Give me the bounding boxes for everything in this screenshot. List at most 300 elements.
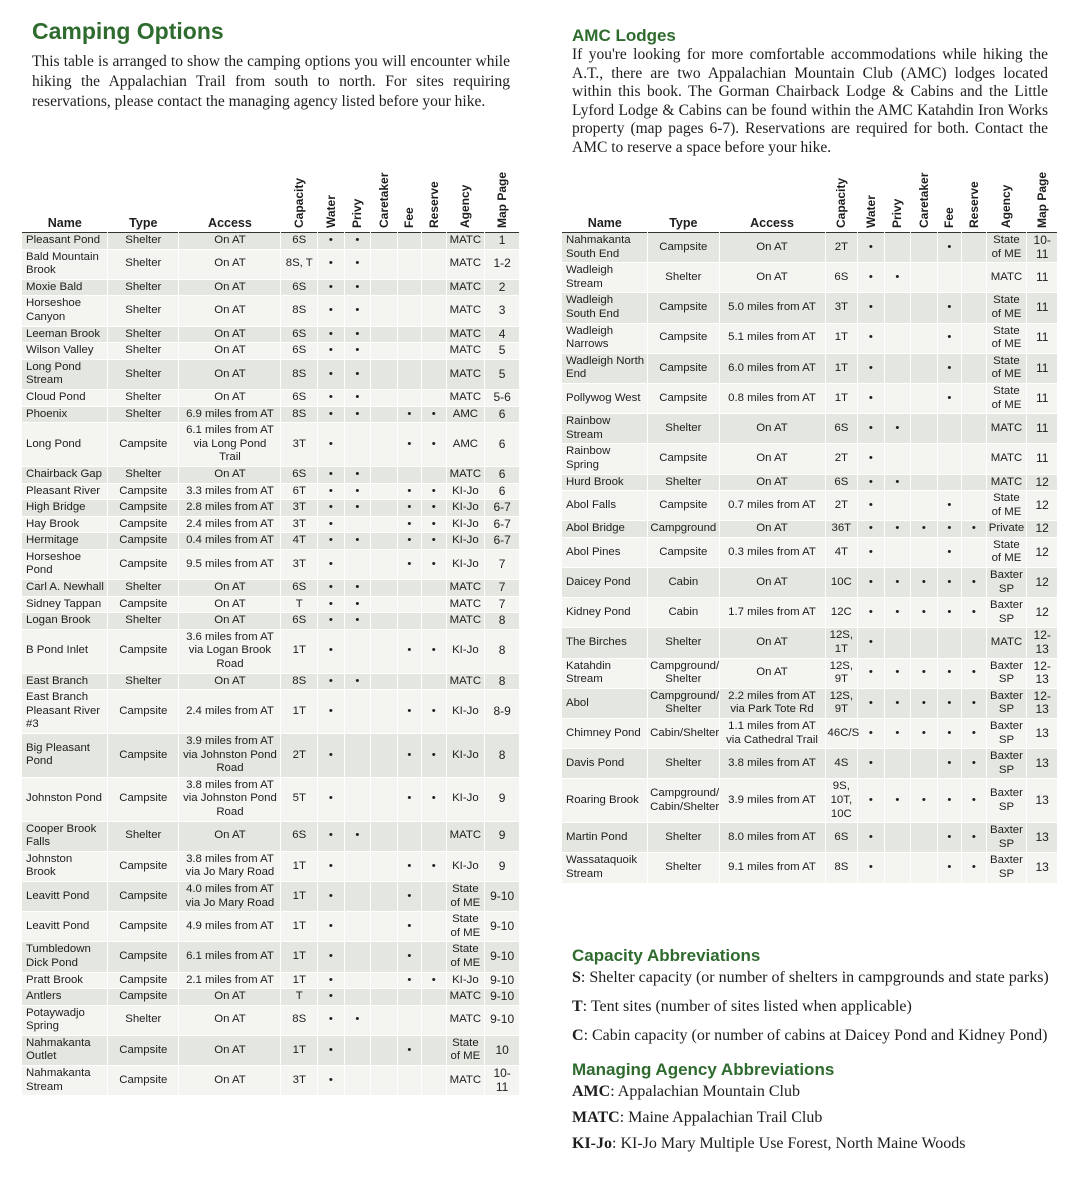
lodges-heading: AMC Lodges bbox=[572, 26, 676, 45]
cell-caretaker bbox=[911, 383, 938, 413]
cell-privy bbox=[344, 629, 371, 673]
cell-fee bbox=[937, 263, 961, 293]
cell-capacity: 6S bbox=[825, 263, 858, 293]
cell-fee: • bbox=[397, 423, 421, 467]
cell-reserve bbox=[422, 942, 446, 972]
cell-water: • bbox=[858, 568, 885, 598]
cell-water: • bbox=[858, 779, 885, 823]
cell-fee: • bbox=[937, 823, 961, 853]
cell-water: • bbox=[318, 326, 345, 343]
cell-fee: • bbox=[397, 406, 421, 423]
cell-reserve bbox=[962, 474, 986, 491]
cell-capacity: 6S bbox=[825, 414, 858, 444]
cell-access: 3.6 miles from AT via Logan Brook Road bbox=[179, 629, 281, 673]
cell-privy: • bbox=[344, 389, 371, 406]
cell-capacity: 1T bbox=[825, 323, 858, 353]
table-row bbox=[562, 749, 1058, 779]
cell-map-page: 6-7 bbox=[485, 500, 520, 517]
cell-agency: MATC bbox=[446, 296, 485, 326]
table-row bbox=[562, 414, 1058, 444]
col-header-label: Agency bbox=[458, 184, 473, 228]
cell-capacity: 1T bbox=[281, 1035, 318, 1065]
cell-access: 2.8 miles from AT bbox=[179, 500, 281, 517]
col-header-fee bbox=[937, 170, 961, 233]
cell-caretaker bbox=[911, 474, 938, 491]
cell-water: • bbox=[858, 598, 885, 628]
cell-agency: State of ME bbox=[986, 323, 1027, 353]
col-header-caretaker bbox=[371, 170, 398, 233]
cell-access: 3.9 miles from AT bbox=[719, 779, 825, 823]
cell-fee: • bbox=[397, 483, 421, 500]
cell-privy bbox=[884, 323, 911, 353]
table-row bbox=[22, 690, 520, 734]
cell-water: • bbox=[858, 474, 885, 491]
cell-reserve: • bbox=[422, 777, 446, 821]
cell-privy: • bbox=[884, 521, 911, 538]
cell-access: On AT bbox=[719, 568, 825, 598]
cell-caretaker: • bbox=[911, 779, 938, 823]
cell-water: • bbox=[858, 719, 885, 749]
cell-access: 0.4 miles from AT bbox=[179, 533, 281, 550]
cell-agency: MATC bbox=[446, 613, 485, 630]
col-header-map-page bbox=[1027, 170, 1058, 233]
cell-name: Cloud Pond bbox=[22, 389, 108, 406]
cell-capacity: 3T bbox=[825, 293, 858, 323]
cell-reserve bbox=[422, 279, 446, 296]
capacity-heading: Capacity Abbreviations bbox=[572, 946, 761, 965]
cell-access: 4.0 miles from AT via Jo Mary Road bbox=[179, 881, 281, 911]
cell-map-page: 10-11 bbox=[1027, 233, 1058, 263]
cell-type: Campsite bbox=[108, 912, 179, 942]
cell-fee bbox=[397, 249, 421, 279]
cell-type: Shelter bbox=[108, 389, 179, 406]
cell-type: Campsite bbox=[648, 323, 719, 353]
cell-agency: Baxter SP bbox=[986, 719, 1027, 749]
table-row bbox=[562, 383, 1058, 413]
cell-reserve: • bbox=[422, 690, 446, 734]
cell-name: Sidney Tappan bbox=[22, 596, 108, 613]
cell-access: On AT bbox=[179, 580, 281, 597]
cell-capacity: 1T bbox=[281, 881, 318, 911]
cell-capacity: 6S bbox=[281, 279, 318, 296]
cell-map-page: 9 bbox=[485, 777, 520, 821]
abbreviation-key: MATC bbox=[572, 1109, 620, 1126]
cell-water: • bbox=[318, 343, 345, 360]
cell-access: On AT bbox=[719, 233, 825, 263]
cell-agency: State of ME bbox=[986, 537, 1027, 567]
cell-fee: • bbox=[397, 734, 421, 778]
cell-privy: • bbox=[884, 474, 911, 491]
cell-reserve: • bbox=[422, 516, 446, 533]
cell-capacity: 8S bbox=[281, 406, 318, 423]
cell-access: 4.9 miles from AT bbox=[179, 912, 281, 942]
table-row bbox=[22, 734, 520, 778]
table-row bbox=[562, 568, 1058, 598]
cell-caretaker bbox=[911, 749, 938, 779]
cell-privy bbox=[344, 423, 371, 467]
cell-water: • bbox=[318, 690, 345, 734]
cell-reserve: • bbox=[422, 533, 446, 550]
cell-water: • bbox=[318, 881, 345, 911]
cell-name: Logan Brook bbox=[22, 613, 108, 630]
cell-water: • bbox=[318, 549, 345, 579]
cell-reserve bbox=[422, 613, 446, 630]
cell-access: On AT bbox=[179, 1066, 281, 1096]
cell-water: • bbox=[318, 296, 345, 326]
cell-caretaker bbox=[371, 233, 398, 250]
cell-capacity: 4T bbox=[281, 533, 318, 550]
cell-fee: • bbox=[397, 500, 421, 517]
col-header-reserve bbox=[422, 170, 446, 233]
cell-type: Campground bbox=[648, 521, 719, 538]
table-row bbox=[22, 406, 520, 423]
cell-type: Cabin/Shelter bbox=[648, 719, 719, 749]
cell-access: 2.2 miles from AT via Park Tote Rd bbox=[719, 688, 825, 718]
cell-fee: • bbox=[397, 851, 421, 881]
cell-privy bbox=[884, 383, 911, 413]
table-row bbox=[562, 293, 1058, 323]
cell-agency: Baxter SP bbox=[986, 598, 1027, 628]
cell-water: • bbox=[318, 516, 345, 533]
cell-type: Shelter bbox=[108, 326, 179, 343]
cell-map-page: 6-7 bbox=[485, 533, 520, 550]
cell-water: • bbox=[318, 912, 345, 942]
cell-reserve bbox=[962, 293, 986, 323]
cell-fee bbox=[397, 1066, 421, 1096]
cell-capacity: 6S bbox=[281, 326, 318, 343]
cell-privy bbox=[344, 942, 371, 972]
cell-reserve bbox=[422, 343, 446, 360]
cell-name: Kidney Pond bbox=[562, 598, 648, 628]
cell-capacity: 8S, T bbox=[281, 249, 318, 279]
cell-water: • bbox=[858, 537, 885, 567]
cell-privy bbox=[344, 516, 371, 533]
cell-map-page: 11 bbox=[1027, 383, 1058, 413]
cell-water: • bbox=[318, 466, 345, 483]
cell-access: 5.1 miles from AT bbox=[719, 323, 825, 353]
cell-type: Campsite bbox=[108, 989, 179, 1006]
cell-privy: • bbox=[344, 406, 371, 423]
cell-fee bbox=[397, 296, 421, 326]
cell-name: Leavitt Pond bbox=[22, 881, 108, 911]
cell-water: • bbox=[318, 1005, 345, 1035]
cell-access: On AT bbox=[719, 658, 825, 688]
abbreviation-key: T bbox=[572, 998, 583, 1015]
cell-fee: • bbox=[937, 568, 961, 598]
cell-type: Shelter bbox=[108, 359, 179, 389]
cell-agency: MATC bbox=[446, 233, 485, 250]
abbreviation-text: : Maine Appalachian Trail Club bbox=[619, 1109, 823, 1126]
cell-privy: • bbox=[344, 500, 371, 517]
cell-capacity: 12C bbox=[825, 598, 858, 628]
cell-fee: • bbox=[937, 719, 961, 749]
col-header-map-page bbox=[485, 170, 520, 233]
cell-access: 8.0 miles from AT bbox=[719, 823, 825, 853]
cell-water: • bbox=[858, 414, 885, 444]
table-row bbox=[22, 673, 520, 690]
cell-reserve bbox=[962, 628, 986, 658]
cell-water: • bbox=[318, 389, 345, 406]
cell-caretaker: • bbox=[911, 598, 938, 628]
cell-agency: MATC bbox=[986, 444, 1027, 474]
cell-reserve bbox=[962, 537, 986, 567]
cell-name: Abol Falls bbox=[562, 491, 648, 521]
abbreviation-key: S bbox=[572, 969, 581, 986]
cell-map-page: 6 bbox=[485, 406, 520, 423]
cell-map-page: 12 bbox=[1027, 491, 1058, 521]
cell-caretaker bbox=[911, 414, 938, 444]
cell-privy bbox=[884, 353, 911, 383]
cell-reserve: • bbox=[962, 598, 986, 628]
cell-map-page: 12-13 bbox=[1027, 658, 1058, 688]
cell-reserve: • bbox=[422, 734, 446, 778]
cell-name: Davis Pond bbox=[562, 749, 648, 779]
cell-privy: • bbox=[884, 263, 911, 293]
cell-privy: • bbox=[344, 483, 371, 500]
cell-fee bbox=[937, 444, 961, 474]
table-row bbox=[22, 629, 520, 673]
cell-privy: • bbox=[344, 613, 371, 630]
cell-caretaker bbox=[911, 628, 938, 658]
table-row bbox=[562, 233, 1058, 263]
cell-privy: • bbox=[344, 326, 371, 343]
cell-type: Cabin bbox=[648, 598, 719, 628]
cell-fee: • bbox=[397, 972, 421, 989]
cell-reserve bbox=[962, 233, 986, 263]
cell-agency: MATC bbox=[446, 673, 485, 690]
table-row bbox=[22, 500, 520, 517]
cell-agency: State of ME bbox=[986, 353, 1027, 383]
cell-water: • bbox=[858, 628, 885, 658]
table-row bbox=[562, 521, 1058, 538]
cell-name: Wadleigh North End bbox=[562, 353, 648, 383]
cell-fee: • bbox=[937, 598, 961, 628]
cell-map-page: 12-13 bbox=[1027, 628, 1058, 658]
cell-map-page: 13 bbox=[1027, 749, 1058, 779]
cell-fee: • bbox=[937, 658, 961, 688]
cell-type: Shelter bbox=[108, 821, 179, 851]
cell-capacity: 4T bbox=[825, 537, 858, 567]
col-header-label: Map Page bbox=[1035, 171, 1050, 228]
cell-privy: • bbox=[344, 821, 371, 851]
cell-privy bbox=[884, 233, 911, 263]
cell-capacity: 46C/S bbox=[825, 719, 858, 749]
cell-caretaker bbox=[911, 293, 938, 323]
cell-name: Nahmakanta Stream bbox=[22, 1066, 108, 1096]
col-header-reserve bbox=[962, 170, 986, 233]
cell-type: Shelter bbox=[648, 474, 719, 491]
cell-fee bbox=[397, 613, 421, 630]
cell-reserve bbox=[422, 673, 446, 690]
cell-water: • bbox=[858, 444, 885, 474]
cell-name: Horseshoe Canyon bbox=[22, 296, 108, 326]
cell-water: • bbox=[858, 658, 885, 688]
cell-access: 3.8 miles from AT via Johnston Pond Road bbox=[179, 777, 281, 821]
cell-access: 9.5 miles from AT bbox=[179, 549, 281, 579]
col-header-agency bbox=[446, 170, 485, 233]
cell-access: On AT bbox=[719, 263, 825, 293]
cell-capacity: 1T bbox=[825, 383, 858, 413]
cell-water: • bbox=[318, 500, 345, 517]
table-row bbox=[22, 1066, 520, 1096]
cell-reserve bbox=[422, 596, 446, 613]
col-header-access: Access bbox=[208, 216, 252, 230]
cell-caretaker bbox=[371, 296, 398, 326]
cell-reserve bbox=[962, 323, 986, 353]
cell-capacity: 9S, 10T, 10C bbox=[825, 779, 858, 823]
cell-name: Johnston Pond bbox=[22, 777, 108, 821]
cell-access: On AT bbox=[179, 673, 281, 690]
cell-fee bbox=[397, 343, 421, 360]
cell-agency: State of ME bbox=[446, 881, 485, 911]
cell-map-page: 2 bbox=[485, 279, 520, 296]
cell-capacity: 1T bbox=[281, 942, 318, 972]
cell-map-page: 8 bbox=[485, 629, 520, 673]
cell-access: 3.8 miles from AT via Jo Mary Road bbox=[179, 851, 281, 881]
col-header-label: Map Page bbox=[495, 171, 510, 228]
cell-water: • bbox=[318, 972, 345, 989]
cell-type: Shelter bbox=[648, 263, 719, 293]
cell-access: On AT bbox=[179, 343, 281, 360]
cell-capacity: 12S, 1T bbox=[825, 628, 858, 658]
cell-water: • bbox=[858, 263, 885, 293]
cell-caretaker bbox=[911, 353, 938, 383]
cell-caretaker bbox=[371, 483, 398, 500]
col-header-label: Caretaker bbox=[916, 172, 931, 228]
cell-fee: • bbox=[937, 749, 961, 779]
cell-caretaker bbox=[371, 580, 398, 597]
cell-map-page: 1 bbox=[485, 233, 520, 250]
cell-capacity: 1T bbox=[281, 851, 318, 881]
cell-type: Shelter bbox=[648, 823, 719, 853]
cell-fee: • bbox=[937, 491, 961, 521]
cell-fee bbox=[397, 596, 421, 613]
cell-fee: • bbox=[937, 353, 961, 383]
cell-caretaker bbox=[371, 389, 398, 406]
cell-water: • bbox=[318, 406, 345, 423]
cell-water: • bbox=[318, 596, 345, 613]
cell-privy: • bbox=[344, 249, 371, 279]
cell-name: Wadleigh Stream bbox=[562, 263, 648, 293]
cell-reserve bbox=[962, 263, 986, 293]
cell-agency: Baxter SP bbox=[986, 779, 1027, 823]
cell-type: Campsite bbox=[108, 423, 179, 467]
table-row bbox=[22, 851, 520, 881]
cell-privy bbox=[884, 293, 911, 323]
camping-table-south bbox=[22, 170, 520, 1096]
cell-agency: State of ME bbox=[446, 1035, 485, 1065]
table-row bbox=[562, 658, 1058, 688]
table-row bbox=[562, 628, 1058, 658]
cell-caretaker bbox=[371, 249, 398, 279]
cell-reserve bbox=[422, 296, 446, 326]
cell-privy bbox=[344, 972, 371, 989]
col-header-fee bbox=[397, 170, 421, 233]
cell-agency: State of ME bbox=[446, 942, 485, 972]
agency-abbreviation-item bbox=[572, 1083, 800, 1101]
col-header-name: Name bbox=[47, 216, 82, 230]
cell-name: Pleasant River bbox=[22, 483, 108, 500]
cell-agency: MATC bbox=[446, 580, 485, 597]
table-row bbox=[562, 263, 1058, 293]
cell-map-page: 8 bbox=[485, 613, 520, 630]
table-row bbox=[22, 580, 520, 597]
cell-access: On AT bbox=[179, 389, 281, 406]
cell-capacity: 6S bbox=[825, 474, 858, 491]
cell-agency: State of ME bbox=[986, 293, 1027, 323]
cell-map-page: 13 bbox=[1027, 823, 1058, 853]
table-row bbox=[562, 779, 1058, 823]
cell-caretaker bbox=[371, 1005, 398, 1035]
cell-capacity: 3T bbox=[281, 516, 318, 533]
cell-water: • bbox=[318, 483, 345, 500]
table-row bbox=[22, 972, 520, 989]
cell-access: 0.8 miles from AT bbox=[719, 383, 825, 413]
cell-capacity: 3T bbox=[281, 423, 318, 467]
table-row bbox=[22, 233, 520, 250]
cell-agency: Baxter SP bbox=[986, 568, 1027, 598]
cell-map-page: 10-11 bbox=[485, 1066, 520, 1096]
cell-access: On AT bbox=[719, 474, 825, 491]
cell-type: Campsite bbox=[108, 483, 179, 500]
cell-reserve: • bbox=[962, 521, 986, 538]
cell-capacity: 36T bbox=[825, 521, 858, 538]
col-header-water bbox=[858, 170, 885, 233]
cell-map-page: 7 bbox=[485, 580, 520, 597]
cell-water: • bbox=[318, 821, 345, 851]
cell-map-page: 6-7 bbox=[485, 516, 520, 533]
cell-map-page: 1-2 bbox=[485, 249, 520, 279]
cell-access: On AT bbox=[719, 628, 825, 658]
cell-access: 3.3 miles from AT bbox=[179, 483, 281, 500]
table-row bbox=[562, 323, 1058, 353]
cell-caretaker: • bbox=[911, 719, 938, 749]
cell-caretaker bbox=[371, 359, 398, 389]
cell-capacity: 8S bbox=[825, 853, 858, 883]
cell-reserve: • bbox=[422, 483, 446, 500]
cell-name: Hermitage bbox=[22, 533, 108, 550]
cell-water: • bbox=[858, 853, 885, 883]
cell-access: On AT bbox=[179, 359, 281, 389]
agency-heading: Managing Agency Abbreviations bbox=[572, 1060, 835, 1079]
cell-capacity: T bbox=[281, 596, 318, 613]
cell-agency: MATC bbox=[446, 326, 485, 343]
cell-reserve bbox=[962, 353, 986, 383]
cell-name: Phoenix bbox=[22, 406, 108, 423]
cell-access: On AT bbox=[179, 249, 281, 279]
cell-name: Bald Mountain Brook bbox=[22, 249, 108, 279]
cell-privy: • bbox=[344, 596, 371, 613]
cell-map-page: 12 bbox=[1027, 474, 1058, 491]
cell-capacity: 10C bbox=[825, 568, 858, 598]
cell-privy bbox=[344, 881, 371, 911]
cell-type: Shelter bbox=[108, 466, 179, 483]
cell-reserve bbox=[962, 491, 986, 521]
cell-water: • bbox=[318, 533, 345, 550]
cell-water: • bbox=[318, 233, 345, 250]
cell-capacity: 6T bbox=[281, 483, 318, 500]
cell-privy: • bbox=[884, 719, 911, 749]
cell-access: 2.4 miles from AT bbox=[179, 516, 281, 533]
cell-water: • bbox=[318, 613, 345, 630]
cell-type: Shelter bbox=[108, 673, 179, 690]
cell-reserve: • bbox=[422, 406, 446, 423]
cell-caretaker bbox=[371, 500, 398, 517]
cell-type: Campsite bbox=[648, 491, 719, 521]
cell-reserve bbox=[422, 1005, 446, 1035]
table-row bbox=[22, 423, 520, 467]
cell-reserve bbox=[422, 580, 446, 597]
